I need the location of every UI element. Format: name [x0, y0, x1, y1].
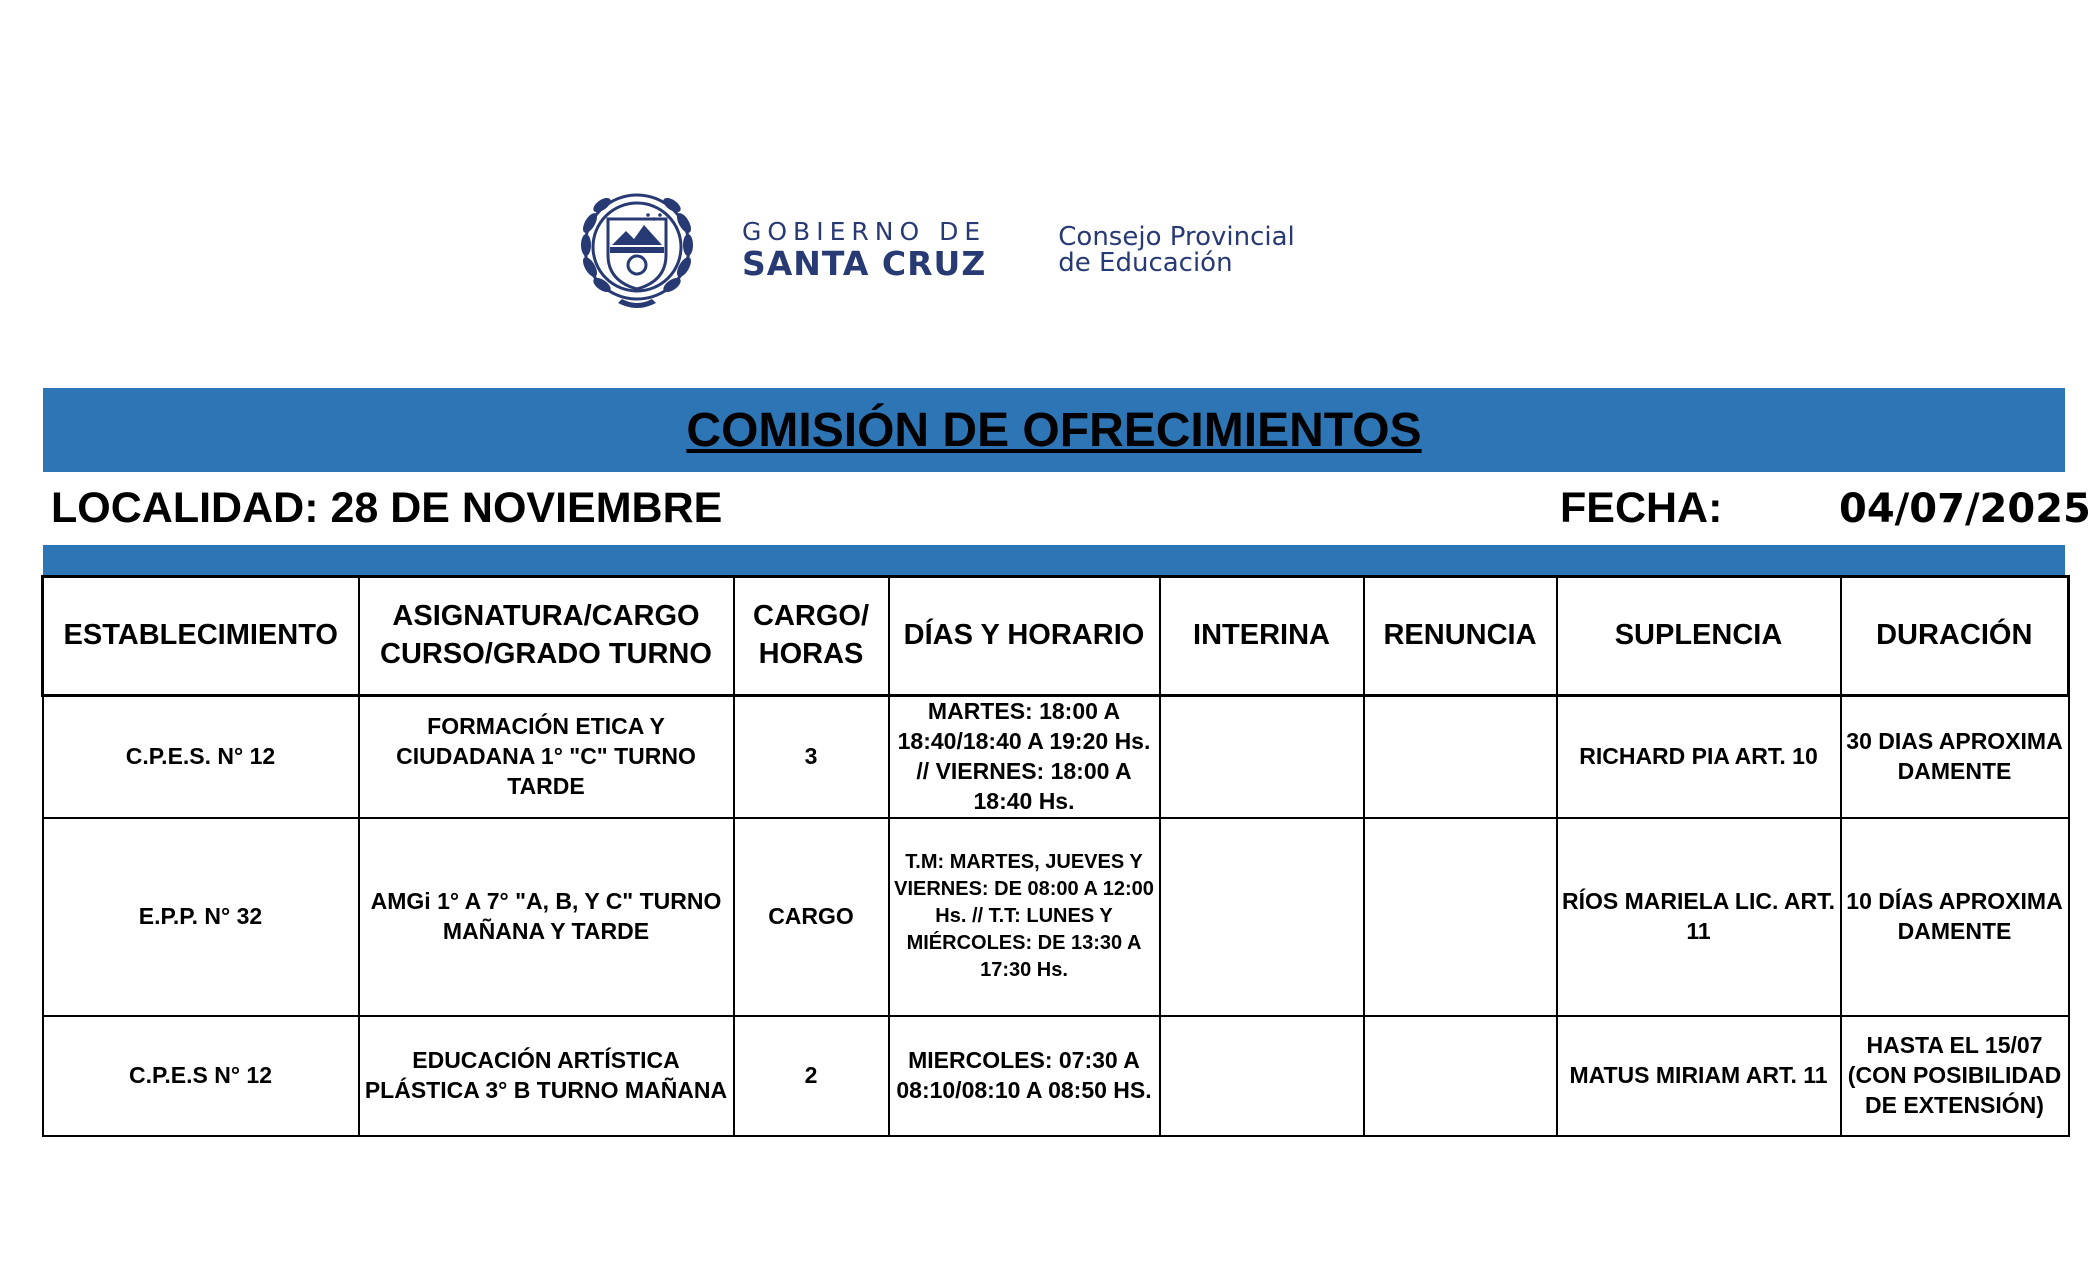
cell-establecimiento: C.P.E.S. N° 12 — [43, 696, 359, 818]
cell-interina — [1160, 818, 1364, 1016]
cell-dias-horario: MIERCOLES: 07:30 A 08:10/08:10 A 08:50 HS. — [889, 1016, 1160, 1136]
locality-label: LOCALIDAD: 28 DE NOVIEMBRE — [51, 484, 723, 532]
date-value: 04/07/2025 — [1839, 486, 2091, 532]
column-header: CARGO/ HORAS — [734, 577, 889, 696]
cell-asignatura: AMGi 1° A 7° "A, B, Y C" TURNO MAÑANA Y TARDE — [359, 818, 734, 1016]
cell-asignatura: FORMACIÓN ETICA Y CIUDADANA 1° "C" TURNO TARDE — [359, 696, 734, 818]
cell-suplencia: RICHARD PIA ART. 10 — [1557, 696, 1841, 818]
table-row — [43, 818, 2069, 1016]
offers-table — [41, 575, 2070, 1137]
santa-cruz-seal-icon — [568, 185, 706, 315]
cell-duracion: 10 DÍAS APROXIMADAMENTE — [1841, 818, 2069, 1016]
column-header: DÍAS Y HORARIO — [889, 577, 1160, 696]
cell-dias-horario: T.M: MARTES, JUEVES Y VIERNES: DE 08:00 A 12:00 Hs. // T.T: LUNES Y MIÉRCOLES: DE 13:30 A 17:30 Hs. — [889, 818, 1160, 1016]
meta-row — [43, 478, 2091, 540]
gov-line1: GOBIERNO DE — [742, 217, 987, 247]
column-header: DURACIÓN — [1841, 577, 2069, 696]
cell-interina — [1160, 1016, 1364, 1136]
date-label: FECHA: — [1560, 484, 1723, 532]
government-wordmark — [742, 218, 986, 282]
cell-duracion: 30 DIAS APROXIMADAMENTE — [1841, 696, 2069, 818]
column-header: ASIGNATURA/CARGO CURSO/GRADO TURNO — [359, 577, 734, 696]
column-header: ESTABLECIMIENTO — [43, 577, 359, 696]
table-header-row — [43, 577, 2069, 696]
council-line1: Consejo Provincial — [1058, 222, 1295, 252]
cell-cargo-horas: CARGO — [734, 818, 889, 1016]
table-row — [43, 1016, 2069, 1136]
column-header: INTERINA — [1160, 577, 1364, 696]
cell-dias-horario: MARTES: 18:00 A 18:40/18:40 A 19:20 Hs. // VIERNES: 18:00 A 18:40 Hs. — [889, 696, 1160, 818]
gov-line2: SANTA CRUZ — [742, 243, 987, 283]
cell-asignatura: EDUCACIÓN ARTÍSTICA PLÁSTICA 3° B TURNO MAÑANA — [359, 1016, 734, 1136]
council-line2: de Educación — [1058, 248, 1233, 278]
table-row — [43, 696, 2069, 818]
council-wordmark — [1058, 224, 1295, 276]
cell-renuncia — [1364, 818, 1557, 1016]
cell-duracion: HASTA EL 15/07 (CON POSIBILIDAD DE EXTENSIÓN) — [1841, 1016, 2069, 1136]
cell-establecimiento: C.P.E.S N° 12 — [43, 1016, 359, 1136]
cell-cargo-horas: 3 — [734, 696, 889, 818]
header-logo-block — [568, 185, 1418, 315]
cell-renuncia — [1364, 1016, 1557, 1136]
cell-suplencia: MATUS MIRIAM ART. 11 — [1557, 1016, 1841, 1136]
cell-suplencia: RÍOS MARIELA LIC. ART. 11 — [1557, 818, 1841, 1016]
title-band — [43, 388, 2065, 472]
column-header: RENUNCIA — [1364, 577, 1557, 696]
cell-cargo-horas: 2 — [734, 1016, 889, 1136]
cell-interina — [1160, 696, 1364, 818]
cell-establecimiento: E.P.P. N° 32 — [43, 818, 359, 1016]
column-header: SUPLENCIA — [1557, 577, 1841, 696]
page-title: COMISIÓN DE OFRECIMIENTOS — [686, 403, 1422, 457]
cell-renuncia — [1364, 696, 1557, 818]
divider-strip — [43, 545, 2065, 575]
